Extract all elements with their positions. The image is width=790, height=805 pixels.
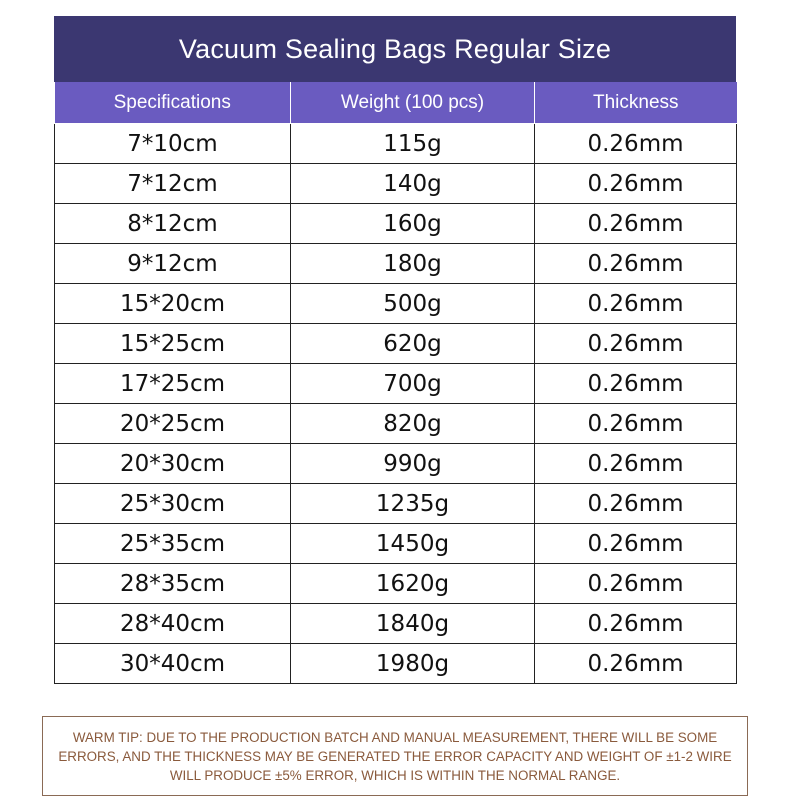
table-row <box>55 404 737 444</box>
cell-specification: 20*25cm <box>55 404 291 444</box>
table-body <box>55 124 737 684</box>
cell-weight: 1980g <box>291 644 535 684</box>
cell-weight: 115g <box>291 124 535 164</box>
spec-table <box>54 82 737 684</box>
cell-specification: 25*35cm <box>55 524 291 564</box>
cell-thickness: 0.26mm <box>535 564 737 604</box>
table-row <box>55 604 737 644</box>
cell-specification: 7*12cm <box>55 164 291 204</box>
cell-weight: 500g <box>291 284 535 324</box>
table-row <box>55 524 737 564</box>
table-row <box>55 244 737 284</box>
warm-tip-box <box>42 716 748 796</box>
cell-specification: 20*30cm <box>55 444 291 484</box>
cell-weight: 160g <box>291 204 535 244</box>
cell-weight: 1235g <box>291 484 535 524</box>
cell-weight: 1450g <box>291 524 535 564</box>
cell-thickness: 0.26mm <box>535 364 737 404</box>
table-row <box>55 164 737 204</box>
table-row <box>55 324 737 364</box>
column-header-specifications: Specifications <box>55 82 291 124</box>
table-row <box>55 484 737 524</box>
cell-weight: 990g <box>291 444 535 484</box>
spec-table-container <box>54 16 736 684</box>
cell-specification: 17*25cm <box>55 364 291 404</box>
cell-thickness: 0.26mm <box>535 284 737 324</box>
table-row <box>55 644 737 684</box>
cell-weight: 1840g <box>291 604 535 644</box>
cell-thickness: 0.26mm <box>535 484 737 524</box>
cell-thickness: 0.26mm <box>535 444 737 484</box>
cell-thickness: 0.26mm <box>535 404 737 444</box>
table-row <box>55 364 737 404</box>
table-row <box>55 124 737 164</box>
cell-specification: 30*40cm <box>55 644 291 684</box>
cell-specification: 28*35cm <box>55 564 291 604</box>
table-row <box>55 284 737 324</box>
cell-thickness: 0.26mm <box>535 604 737 644</box>
cell-thickness: 0.26mm <box>535 644 737 684</box>
table-title: Vacuum Sealing Bags Regular Size <box>54 16 736 82</box>
cell-thickness: 0.26mm <box>535 124 737 164</box>
cell-weight: 1620g <box>291 564 535 604</box>
cell-thickness: 0.26mm <box>535 244 737 284</box>
cell-weight: 140g <box>291 164 535 204</box>
warm-tip-text: WARM TIP: DUE TO THE PRODUCTION BATCH AND MANUAL MEASUREMENT, THERE WILL BE SOME ERRORS, AND THE THICKNESS MAY BE GENERATED THE ERROR CAPACITY AND WEIGHT OF ±1-2 WIRE WILL PRODUCE ±5% ERROR, WHICH IS WITHIN THE NORMAL RANGE. <box>58 729 732 783</box>
table-row <box>55 204 737 244</box>
cell-weight: 620g <box>291 324 535 364</box>
cell-thickness: 0.26mm <box>535 524 737 564</box>
cell-specification: 28*40cm <box>55 604 291 644</box>
table-row <box>55 444 737 484</box>
cell-thickness: 0.26mm <box>535 204 737 244</box>
cell-specification: 8*12cm <box>55 204 291 244</box>
column-header-weight: Weight (100 pcs) <box>291 82 535 124</box>
table-row <box>55 564 737 604</box>
cell-specification: 15*20cm <box>55 284 291 324</box>
table-header-row <box>55 82 737 124</box>
column-header-thickness: Thickness <box>535 82 737 124</box>
cell-thickness: 0.26mm <box>535 164 737 204</box>
cell-thickness: 0.26mm <box>535 324 737 364</box>
cell-specification: 15*25cm <box>55 324 291 364</box>
cell-specification: 7*10cm <box>55 124 291 164</box>
cell-weight: 700g <box>291 364 535 404</box>
cell-specification: 9*12cm <box>55 244 291 284</box>
cell-weight: 180g <box>291 244 535 284</box>
cell-weight: 820g <box>291 404 535 444</box>
cell-specification: 25*30cm <box>55 484 291 524</box>
